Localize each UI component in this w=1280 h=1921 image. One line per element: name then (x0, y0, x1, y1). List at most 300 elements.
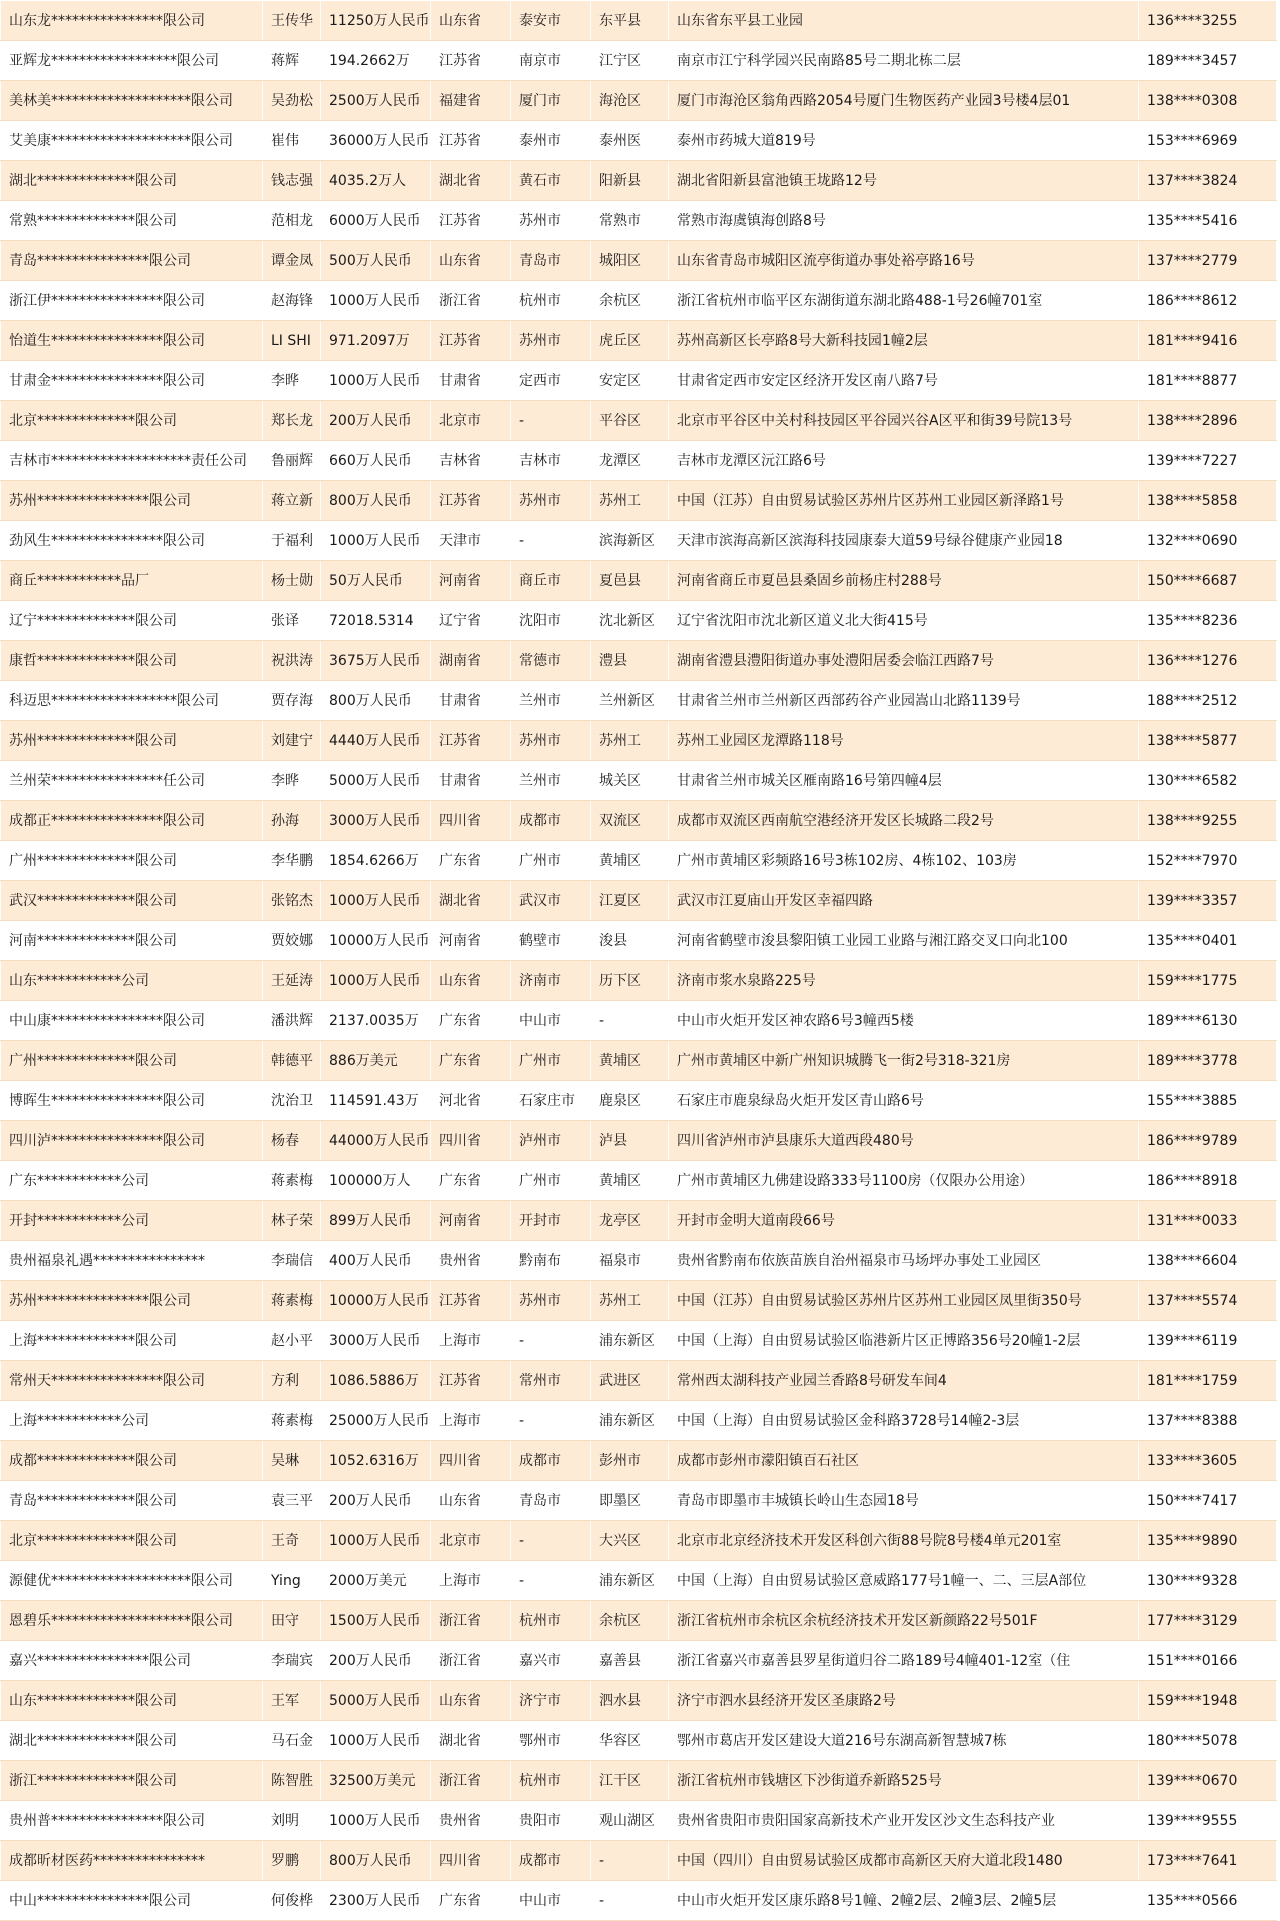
registered-capital-cell: 899万人民币 (321, 1201, 431, 1241)
legal-person-cell: 钱志强 (263, 161, 321, 201)
registered-capital-cell: 2000万美元 (321, 1561, 431, 1601)
address-cell: 浙江省嘉兴市嘉善县罗星街道归谷二路189号4幢401-12室（住 (669, 1641, 1139, 1681)
phone-cell: 177****3129 (1139, 1601, 1277, 1641)
province-cell: 江苏省 (431, 1361, 511, 1401)
district-cell: 夏邑县 (591, 561, 669, 601)
district-cell: 双流区 (591, 801, 669, 841)
province-cell: 山东省 (431, 241, 511, 281)
phone-cell: 186****9789 (1139, 1121, 1277, 1161)
address-cell: 南京市江宁科学园兴民南路85号二期北栋二层 (669, 41, 1139, 81)
table-row (1, 1321, 1277, 1361)
table-row (1, 321, 1277, 361)
company-name-cell: 浙江**************限公司 (1, 1761, 263, 1801)
address-cell: 武汉市江夏庙山开发区幸福四路 (669, 881, 1139, 921)
registered-capital-cell: 1000万人民币 (321, 1801, 431, 1841)
phone-cell: 139****3357 (1139, 881, 1277, 921)
registered-capital-cell: 800万人民币 (321, 681, 431, 721)
city-cell: 青岛市 (511, 241, 591, 281)
address-cell: 中国（江苏）自由贸易试验区苏州片区苏州工业园区新泽路1号 (669, 481, 1139, 521)
company-name-cell: 河南**************限公司 (1, 921, 263, 961)
phone-cell: 135****8236 (1139, 601, 1277, 641)
district-cell: 东平县 (591, 1, 669, 41)
registered-capital-cell: 1086.5886万 (321, 1361, 431, 1401)
table-row (1, 401, 1277, 441)
province-cell: 北京市 (431, 1521, 511, 1561)
address-cell: 贵州省贵阳市贵阳国家高新技术产业开发区沙文生态科技产业 (669, 1801, 1139, 1841)
address-cell: 北京市北京经济技术开发区科创六街88号院8号楼4单元201室 (669, 1521, 1139, 1561)
province-cell: 辽宁省 (431, 601, 511, 641)
city-cell: 杭州市 (511, 281, 591, 321)
province-cell: 贵州省 (431, 1801, 511, 1841)
district-cell: 泸县 (591, 1121, 669, 1161)
address-cell: 中国（四川）自由贸易试验区成都市高新区天府大道北段1480 (669, 1841, 1139, 1881)
table-body (1, 1, 1277, 1921)
legal-person-cell: 沈治卫 (263, 1081, 321, 1121)
table-row (1, 481, 1277, 521)
address-cell: 天津市滨海高新区滨海科技园康泰大道59号绿谷健康产业园18 (669, 521, 1139, 561)
table-row (1, 1281, 1277, 1321)
registered-capital-cell: 1000万人民币 (321, 961, 431, 1001)
company-name-cell: 美林美********************限公司 (1, 81, 263, 121)
registered-capital-cell: 25000万人民币 (321, 1401, 431, 1441)
table-row (1, 841, 1277, 881)
district-cell: 大兴区 (591, 1521, 669, 1561)
province-cell: 河南省 (431, 921, 511, 961)
city-cell: 嘉兴市 (511, 1641, 591, 1681)
address-cell: 辽宁省沈阳市沈北新区道义北大街415号 (669, 601, 1139, 641)
district-cell: 江干区 (591, 1761, 669, 1801)
city-cell: 兰州市 (511, 681, 591, 721)
registered-capital-cell: 800万人民币 (321, 481, 431, 521)
registered-capital-cell: 200万人民币 (321, 401, 431, 441)
legal-person-cell: 韩德平 (263, 1041, 321, 1081)
province-cell: 浙江省 (431, 281, 511, 321)
table-row (1, 361, 1277, 401)
phone-cell: 138****2896 (1139, 401, 1277, 441)
table-row (1, 1601, 1277, 1641)
company-name-cell: 甘肃金****************限公司 (1, 361, 263, 401)
registered-capital-cell: 114591.43万 (321, 1081, 431, 1121)
company-name-cell: 湖北**************限公司 (1, 1721, 263, 1761)
district-cell: - (591, 1001, 669, 1041)
address-cell: 广州市黄埔区彩频路16号3栋102房、4栋102、103房 (669, 841, 1139, 881)
legal-person-cell: 鲁丽辉 (263, 441, 321, 481)
table-row (1, 1201, 1277, 1241)
table-row (1, 1401, 1277, 1441)
address-cell: 广州市黄埔区九佛建设路333号1100房（仅限办公用途） (669, 1161, 1139, 1201)
address-cell: 苏州工业园区龙潭路118号 (669, 721, 1139, 761)
legal-person-cell: 杨春 (263, 1121, 321, 1161)
registered-capital-cell: 1000万人民币 (321, 881, 431, 921)
district-cell: - (591, 1881, 669, 1921)
table-row (1, 161, 1277, 201)
legal-person-cell: 方利 (263, 1361, 321, 1401)
phone-cell: 138****5877 (1139, 721, 1277, 761)
phone-cell: 139****6119 (1139, 1321, 1277, 1361)
registered-capital-cell: 400万人民币 (321, 1241, 431, 1281)
registered-capital-cell: 3000万人民币 (321, 801, 431, 841)
phone-cell: 130****6582 (1139, 761, 1277, 801)
legal-person-cell: 王传华 (263, 1, 321, 41)
company-name-cell: 吉林市********************责任公司 (1, 441, 263, 481)
district-cell: 黄埔区 (591, 841, 669, 881)
phone-cell: 133****3605 (1139, 1441, 1277, 1481)
legal-person-cell: 袁三平 (263, 1481, 321, 1521)
city-cell: - (511, 1401, 591, 1441)
company-name-cell: 湖北**************限公司 (1, 161, 263, 201)
phone-cell: 188****2512 (1139, 681, 1277, 721)
registered-capital-cell: 3675万人民币 (321, 641, 431, 681)
province-cell: 广东省 (431, 1881, 511, 1921)
address-cell: 甘肃省兰州市兰州新区西部药谷产业园嵩山北路1139号 (669, 681, 1139, 721)
city-cell: 黔南布 (511, 1241, 591, 1281)
table-row (1, 561, 1277, 601)
registered-capital-cell: 3000万人民币 (321, 1321, 431, 1361)
address-cell: 泰州市药城大道819号 (669, 121, 1139, 161)
registered-capital-cell: 500万人民币 (321, 241, 431, 281)
phone-cell: 137****3824 (1139, 161, 1277, 201)
city-cell: 苏州市 (511, 201, 591, 241)
company-name-cell: 青岛**************限公司 (1, 1481, 263, 1521)
legal-person-cell: 马石金 (263, 1721, 321, 1761)
city-cell: 厦门市 (511, 81, 591, 121)
city-cell: 杭州市 (511, 1601, 591, 1641)
table-row (1, 441, 1277, 481)
registered-capital-cell: 4035.2万人 (321, 161, 431, 201)
city-cell: 泸州市 (511, 1121, 591, 1161)
district-cell: 安定区 (591, 361, 669, 401)
phone-cell: 137****8388 (1139, 1401, 1277, 1441)
company-name-cell: 亚辉龙******************限公司 (1, 41, 263, 81)
province-cell: 广东省 (431, 1161, 511, 1201)
province-cell: 河南省 (431, 561, 511, 601)
city-cell: 兰州市 (511, 761, 591, 801)
legal-person-cell: 祝洪涛 (263, 641, 321, 681)
district-cell: 鹿泉区 (591, 1081, 669, 1121)
city-cell: 常州市 (511, 1361, 591, 1401)
district-cell: 武进区 (591, 1361, 669, 1401)
company-name-cell: 四川泸****************限公司 (1, 1121, 263, 1161)
city-cell: 商丘市 (511, 561, 591, 601)
company-name-cell: 广州**************限公司 (1, 841, 263, 881)
district-cell: 黄埔区 (591, 1041, 669, 1081)
table-row (1, 1721, 1277, 1761)
province-cell: 江苏省 (431, 201, 511, 241)
company-name-cell: 贵州普****************限公司 (1, 1801, 263, 1841)
legal-person-cell: 蒋素梅 (263, 1281, 321, 1321)
city-cell: 广州市 (511, 1041, 591, 1081)
table-row (1, 641, 1277, 681)
phone-cell: 152****7970 (1139, 841, 1277, 881)
district-cell: 澧县 (591, 641, 669, 681)
city-cell: 青岛市 (511, 1481, 591, 1521)
district-cell: 浦东新区 (591, 1321, 669, 1361)
province-cell: 河南省 (431, 1201, 511, 1241)
legal-person-cell: 李华鹏 (263, 841, 321, 881)
phone-cell: 139****9555 (1139, 1801, 1277, 1841)
legal-person-cell: 何俊桦 (263, 1881, 321, 1921)
city-cell: 沈阳市 (511, 601, 591, 641)
company-name-cell: 成都**************限公司 (1, 1441, 263, 1481)
city-cell: 济宁市 (511, 1681, 591, 1721)
phone-cell: 153****6969 (1139, 121, 1277, 161)
phone-cell: 138****9255 (1139, 801, 1277, 841)
registered-capital-cell: 194.2662万 (321, 41, 431, 81)
legal-person-cell: 蒋立新 (263, 481, 321, 521)
address-cell: 河南省商丘市夏邑县桑固乡前杨庄村288号 (669, 561, 1139, 601)
city-cell: 常德市 (511, 641, 591, 681)
city-cell: 中山市 (511, 1881, 591, 1921)
district-cell: 嘉善县 (591, 1641, 669, 1681)
province-cell: 广东省 (431, 1001, 511, 1041)
table-row (1, 681, 1277, 721)
district-cell: 城阳区 (591, 241, 669, 281)
address-cell: 广州市黄埔区中新广州知识城腾飞一街2号318-321房 (669, 1041, 1139, 1081)
address-cell: 河南省鹤壁市浚县黎阳镇工业园工业路与湘江路交叉口向北100 (669, 921, 1139, 961)
province-cell: 上海市 (431, 1401, 511, 1441)
company-name-cell: 博晖生****************限公司 (1, 1081, 263, 1121)
registered-capital-cell: 5000万人民币 (321, 761, 431, 801)
table-row (1, 721, 1277, 761)
registered-capital-cell: 1000万人民币 (321, 361, 431, 401)
table-row (1, 881, 1277, 921)
city-cell: 苏州市 (511, 721, 591, 761)
company-name-cell: 怡道生****************限公司 (1, 321, 263, 361)
phone-cell: 135****9890 (1139, 1521, 1277, 1561)
address-cell: 厦门市海沧区翁角西路2054号厦门生物医药产业园3号楼4层01 (669, 81, 1139, 121)
district-cell: 黄埔区 (591, 1161, 669, 1201)
table-row (1, 1121, 1277, 1161)
city-cell: 泰州市 (511, 121, 591, 161)
address-cell: 浙江省杭州市钱塘区下沙街道乔新路525号 (669, 1761, 1139, 1801)
legal-person-cell: 蒋素梅 (263, 1161, 321, 1201)
district-cell: 泰州医 (591, 121, 669, 161)
legal-person-cell: 于福利 (263, 521, 321, 561)
company-name-cell: 苏州**************限公司 (1, 721, 263, 761)
registered-capital-cell: 11250万人民币 (321, 1, 431, 41)
registered-capital-cell: 971.2097万 (321, 321, 431, 361)
district-cell: - (591, 1841, 669, 1881)
province-cell: 湖北省 (431, 161, 511, 201)
registered-capital-cell: 44000万人民币 (321, 1121, 431, 1161)
table-row (1, 81, 1277, 121)
city-cell: 武汉市 (511, 881, 591, 921)
phone-cell: 186****8612 (1139, 281, 1277, 321)
table-row (1, 1641, 1277, 1681)
address-cell: 济宁市泗水县经济开发区圣康路2号 (669, 1681, 1139, 1721)
province-cell: 湖南省 (431, 641, 511, 681)
district-cell: 城关区 (591, 761, 669, 801)
city-cell: 鹤壁市 (511, 921, 591, 961)
province-cell: 江苏省 (431, 321, 511, 361)
phone-cell: 189****6130 (1139, 1001, 1277, 1041)
legal-person-cell: 李瑞宾 (263, 1641, 321, 1681)
address-cell: 石家庄市鹿泉绿岛火炬开发区青山路6号 (669, 1081, 1139, 1121)
legal-person-cell: 赵海锋 (263, 281, 321, 321)
province-cell: 江苏省 (431, 41, 511, 81)
address-cell: 常熟市海虞镇海创路8号 (669, 201, 1139, 241)
address-cell: 中山市火炬开发区神农路6号3幢西5楼 (669, 1001, 1139, 1041)
city-cell: 广州市 (511, 841, 591, 881)
district-cell: 历下区 (591, 961, 669, 1001)
legal-person-cell: 蒋辉 (263, 41, 321, 81)
phone-cell: 150****7417 (1139, 1481, 1277, 1521)
registered-capital-cell: 1000万人民币 (321, 281, 431, 321)
registered-capital-cell: 1000万人民币 (321, 1721, 431, 1761)
city-cell: 济南市 (511, 961, 591, 1001)
address-cell: 四川省泸州市泸县康乐大道西段480号 (669, 1121, 1139, 1161)
phone-cell: 139****7227 (1139, 441, 1277, 481)
registered-capital-cell: 6000万人民币 (321, 201, 431, 241)
table-row (1, 121, 1277, 161)
phone-cell: 135****5416 (1139, 201, 1277, 241)
address-cell: 浙江省杭州市临平区东湖街道东湖北路488-1号26幢701室 (669, 281, 1139, 321)
table-row (1, 761, 1277, 801)
table-row (1, 1481, 1277, 1521)
district-cell: 观山湖区 (591, 1801, 669, 1841)
company-name-cell: 广州**************限公司 (1, 1041, 263, 1081)
legal-person-cell: 王军 (263, 1681, 321, 1721)
table-row (1, 241, 1277, 281)
district-cell: 苏州工 (591, 481, 669, 521)
company-name-cell: 常州天****************限公司 (1, 1361, 263, 1401)
phone-cell: 132****0690 (1139, 521, 1277, 561)
legal-person-cell: 刘明 (263, 1801, 321, 1841)
table-row (1, 201, 1277, 241)
table-row (1, 1, 1277, 41)
table-row (1, 1161, 1277, 1201)
address-cell: 常州西太湖科技产业园兰香路8号研发车间4 (669, 1361, 1139, 1401)
company-name-cell: 劲风生****************限公司 (1, 521, 263, 561)
address-cell: 中国（上海）自由贸易试验区金科路3728号14幢2-3层 (669, 1401, 1139, 1441)
company-name-cell: 山东************公司 (1, 961, 263, 1001)
table-row (1, 1521, 1277, 1561)
registered-capital-cell: 800万人民币 (321, 1841, 431, 1881)
address-cell: 开封市金明大道南段66号 (669, 1201, 1139, 1241)
legal-person-cell: 孙海 (263, 801, 321, 841)
address-cell: 中国（上海）自由贸易试验区意威路177号1幢一、二、三层A部位 (669, 1561, 1139, 1601)
phone-cell: 151****0166 (1139, 1641, 1277, 1681)
province-cell: 广东省 (431, 1041, 511, 1081)
city-cell: - (511, 521, 591, 561)
company-name-cell: 浙江伊****************限公司 (1, 281, 263, 321)
registered-capital-cell: 1052.6316万 (321, 1441, 431, 1481)
city-cell: 苏州市 (511, 321, 591, 361)
registered-capital-cell: 10000万人民币 (321, 1281, 431, 1321)
district-cell: 福泉市 (591, 1241, 669, 1281)
province-cell: 北京市 (431, 401, 511, 441)
table-row (1, 1561, 1277, 1601)
registered-capital-cell: 200万人民币 (321, 1481, 431, 1521)
legal-person-cell: 陈智胜 (263, 1761, 321, 1801)
company-name-cell: 北京**************限公司 (1, 1521, 263, 1561)
phone-cell: 137****2779 (1139, 241, 1277, 281)
district-cell: 余杭区 (591, 1601, 669, 1641)
district-cell: 苏州工 (591, 721, 669, 761)
table-row (1, 1001, 1277, 1041)
province-cell: 江苏省 (431, 1281, 511, 1321)
company-name-cell: 贵州福泉礼遇**************** (1, 1241, 263, 1281)
table-row (1, 521, 1277, 561)
company-name-cell: 康哲**************限公司 (1, 641, 263, 681)
registered-capital-cell: 2500万人民币 (321, 81, 431, 121)
legal-person-cell: 王延涛 (263, 961, 321, 1001)
province-cell: 天津市 (431, 521, 511, 561)
phone-cell: 130****9328 (1139, 1561, 1277, 1601)
district-cell: 江夏区 (591, 881, 669, 921)
company-name-cell: 嘉兴****************限公司 (1, 1641, 263, 1681)
district-cell: 滨海新区 (591, 521, 669, 561)
city-cell: 成都市 (511, 801, 591, 841)
registered-capital-cell: 1000万人民币 (321, 1521, 431, 1561)
registered-capital-cell: 36000万人民币 (321, 121, 431, 161)
registered-capital-cell: 100000万人 (321, 1161, 431, 1201)
province-cell: 河北省 (431, 1081, 511, 1121)
province-cell: 江苏省 (431, 481, 511, 521)
address-cell: 贵州省黔南布依族苗族自治州福泉市马场坪办事处工业园区 (669, 1241, 1139, 1281)
city-cell: 泰安市 (511, 1, 591, 41)
phone-cell: 138****5858 (1139, 481, 1277, 521)
address-cell: 湖北省阳新县富池镇王垅路12号 (669, 161, 1139, 201)
phone-cell: 181****8877 (1139, 361, 1277, 401)
registered-capital-cell: 10000万人民币 (321, 921, 431, 961)
city-cell: - (511, 401, 591, 441)
company-name-cell: 武汉**************限公司 (1, 881, 263, 921)
company-name-cell: 恩碧乐********************限公司 (1, 1601, 263, 1641)
table-row (1, 921, 1277, 961)
district-cell: 浦东新区 (591, 1561, 669, 1601)
province-cell: 湖北省 (431, 1721, 511, 1761)
province-cell: 吉林省 (431, 441, 511, 481)
city-cell: 定西市 (511, 361, 591, 401)
district-cell: 苏州工 (591, 1281, 669, 1321)
province-cell: 山东省 (431, 1481, 511, 1521)
company-name-cell: 常熟**************限公司 (1, 201, 263, 241)
city-cell: 开封市 (511, 1201, 591, 1241)
address-cell: 青岛市即墨市丰城镇长岭山生态园18号 (669, 1481, 1139, 1521)
phone-cell: 159****1775 (1139, 961, 1277, 1001)
district-cell: 彭州市 (591, 1441, 669, 1481)
phone-cell: 159****1948 (1139, 1681, 1277, 1721)
city-cell: 中山市 (511, 1001, 591, 1041)
address-cell: 中山市火炬开发区康乐路8号1幢、2幢2层、2幢3层、2幢5层 (669, 1881, 1139, 1921)
company-name-cell: 科迈思******************限公司 (1, 681, 263, 721)
city-cell: - (511, 1521, 591, 1561)
legal-person-cell: 张铭杰 (263, 881, 321, 921)
province-cell: 四川省 (431, 1121, 511, 1161)
address-cell: 山东省青岛市城阳区流亭街道办事处裕亭路16号 (669, 241, 1139, 281)
company-name-cell: 商丘************品厂 (1, 561, 263, 601)
table-row (1, 1241, 1277, 1281)
phone-cell: 181****9416 (1139, 321, 1277, 361)
company-name-cell: 山东龙****************限公司 (1, 1, 263, 41)
province-cell: 甘肃省 (431, 761, 511, 801)
phone-cell: 155****3885 (1139, 1081, 1277, 1121)
phone-cell: 136****3255 (1139, 1, 1277, 41)
phone-cell: 189****3778 (1139, 1041, 1277, 1081)
legal-person-cell: 田守 (263, 1601, 321, 1641)
address-cell: 成都市彭州市濛阳镇百石社区 (669, 1441, 1139, 1481)
registered-capital-cell: 660万人民币 (321, 441, 431, 481)
legal-person-cell: 王奇 (263, 1521, 321, 1561)
table-row (1, 1361, 1277, 1401)
district-cell: 龙亭区 (591, 1201, 669, 1241)
province-cell: 浙江省 (431, 1761, 511, 1801)
district-cell: 阳新县 (591, 161, 669, 201)
province-cell: 四川省 (431, 801, 511, 841)
province-cell: 甘肃省 (431, 361, 511, 401)
company-name-cell: 广东************公司 (1, 1161, 263, 1201)
